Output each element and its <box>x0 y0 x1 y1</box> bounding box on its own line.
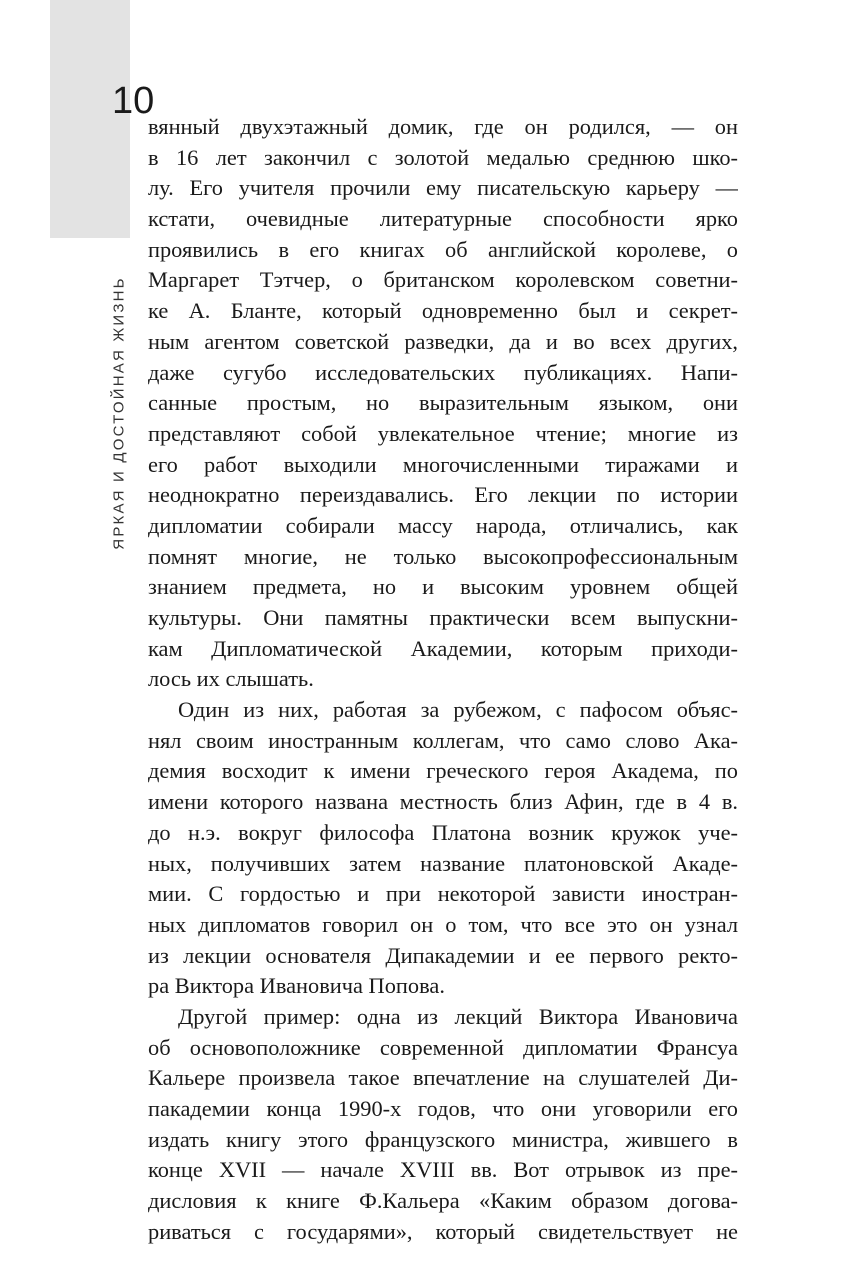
text-line: неоднократно переиздавались. Его лекции по истории <box>148 482 738 508</box>
text-line: Другой пример: одна из лекций Виктора Ивановича <box>178 1003 738 1029</box>
text-line: до н.э. вокруг философа Платона возник кружок уче- <box>148 819 738 845</box>
text-line: из лекции основателя Дипакадемии и ее первого ректо- <box>148 942 738 968</box>
text-line: даже сугубо исследовательских публикациях. Напи- <box>148 359 738 385</box>
text-line: имени которого названа местность близ Афин, где в 4 в. <box>148 789 738 815</box>
text-line: пакадемии конца 1990-х годов, что они уговорили его <box>148 1096 738 1121</box>
body-text <box>148 112 738 1247</box>
text-line: об основоположнике современной дипломатии Франсуа <box>148 1034 738 1060</box>
text-line: Маргарет Тэтчер, о британском королевском советни- <box>148 267 738 293</box>
text-line: ке А. Бланте, который одновременно был и секрет- <box>148 298 738 324</box>
text-line: конце XVII — начале XVIII вв. Вот отрывок из пре- <box>148 1157 738 1183</box>
text-line: в 16 лет закончил с золотой медалью среднюю шко- <box>148 144 738 170</box>
text-line: лось их слышать. <box>148 666 314 692</box>
running-head <box>104 258 134 568</box>
text-line: издать книгу этого французского министра, жившего в <box>148 1126 738 1152</box>
text-line: ра Виктора Ивановича Попова. <box>148 973 445 999</box>
text-line: ных дипломатов говорил он о том, что все это он узнал <box>148 911 738 937</box>
text-line: ным агентом советской разведки, да и во всех других, <box>148 328 738 354</box>
text-line: демия восходит к имени греческого героя Академа, по <box>148 758 738 784</box>
text-line: кам Дипломатической Академии, которым приходи- <box>148 635 738 661</box>
text-line: лу. Его учителя прочили ему писательскую карьеру — <box>148 175 738 201</box>
text-line: мии. С гордостью и при некоторой зависти иностран- <box>148 881 738 907</box>
page-number: 10 <box>112 80 155 122</box>
text-line: кстати, очевидные литературные способности ярко <box>148 206 738 232</box>
text-line: Кальере произвела такое впечатление на слушателей Ди- <box>148 1065 738 1091</box>
page-number-tab <box>50 0 155 238</box>
text-line: культуры. Они памятны практически всем выпускни- <box>148 605 738 630</box>
running-head-text: ЯРКАЯ И ДОСТОЙНАЯ ЖИЗНЬ <box>110 276 128 550</box>
text-line: представляют собой увлекательное чтение; многие из <box>148 420 738 446</box>
text-line: дипломатии собирали массу народа, отличались, как <box>148 512 738 538</box>
text-line: дисловия к книге Ф.Кальера «Каким образом догова- <box>148 1188 738 1214</box>
text-line: его работ выходили многочисленными тиражами и <box>148 451 738 477</box>
text-line: санные простым, но выразительным языком, они <box>148 390 738 416</box>
text-line: ных, получивших затем название платоновской Акаде- <box>148 850 738 876</box>
text-line: риваться с государями», который свидетельствует не <box>148 1218 738 1244</box>
text-line: вянный двухэтажный домик, где он родился, — он <box>148 114 738 139</box>
text-line: проявились в его книгах об английской королеве, о <box>148 236 738 262</box>
text-line: Один из них, работая за рубежом, с пафосом объяс- <box>178 697 738 723</box>
text-line: нял своим иностранным коллегам, что само слово Ака- <box>148 727 738 753</box>
text-line: помнят многие, не только высокопрофессиональным <box>148 543 738 569</box>
text-line: знанием предмета, но и высоким уровнем общей <box>148 574 738 600</box>
